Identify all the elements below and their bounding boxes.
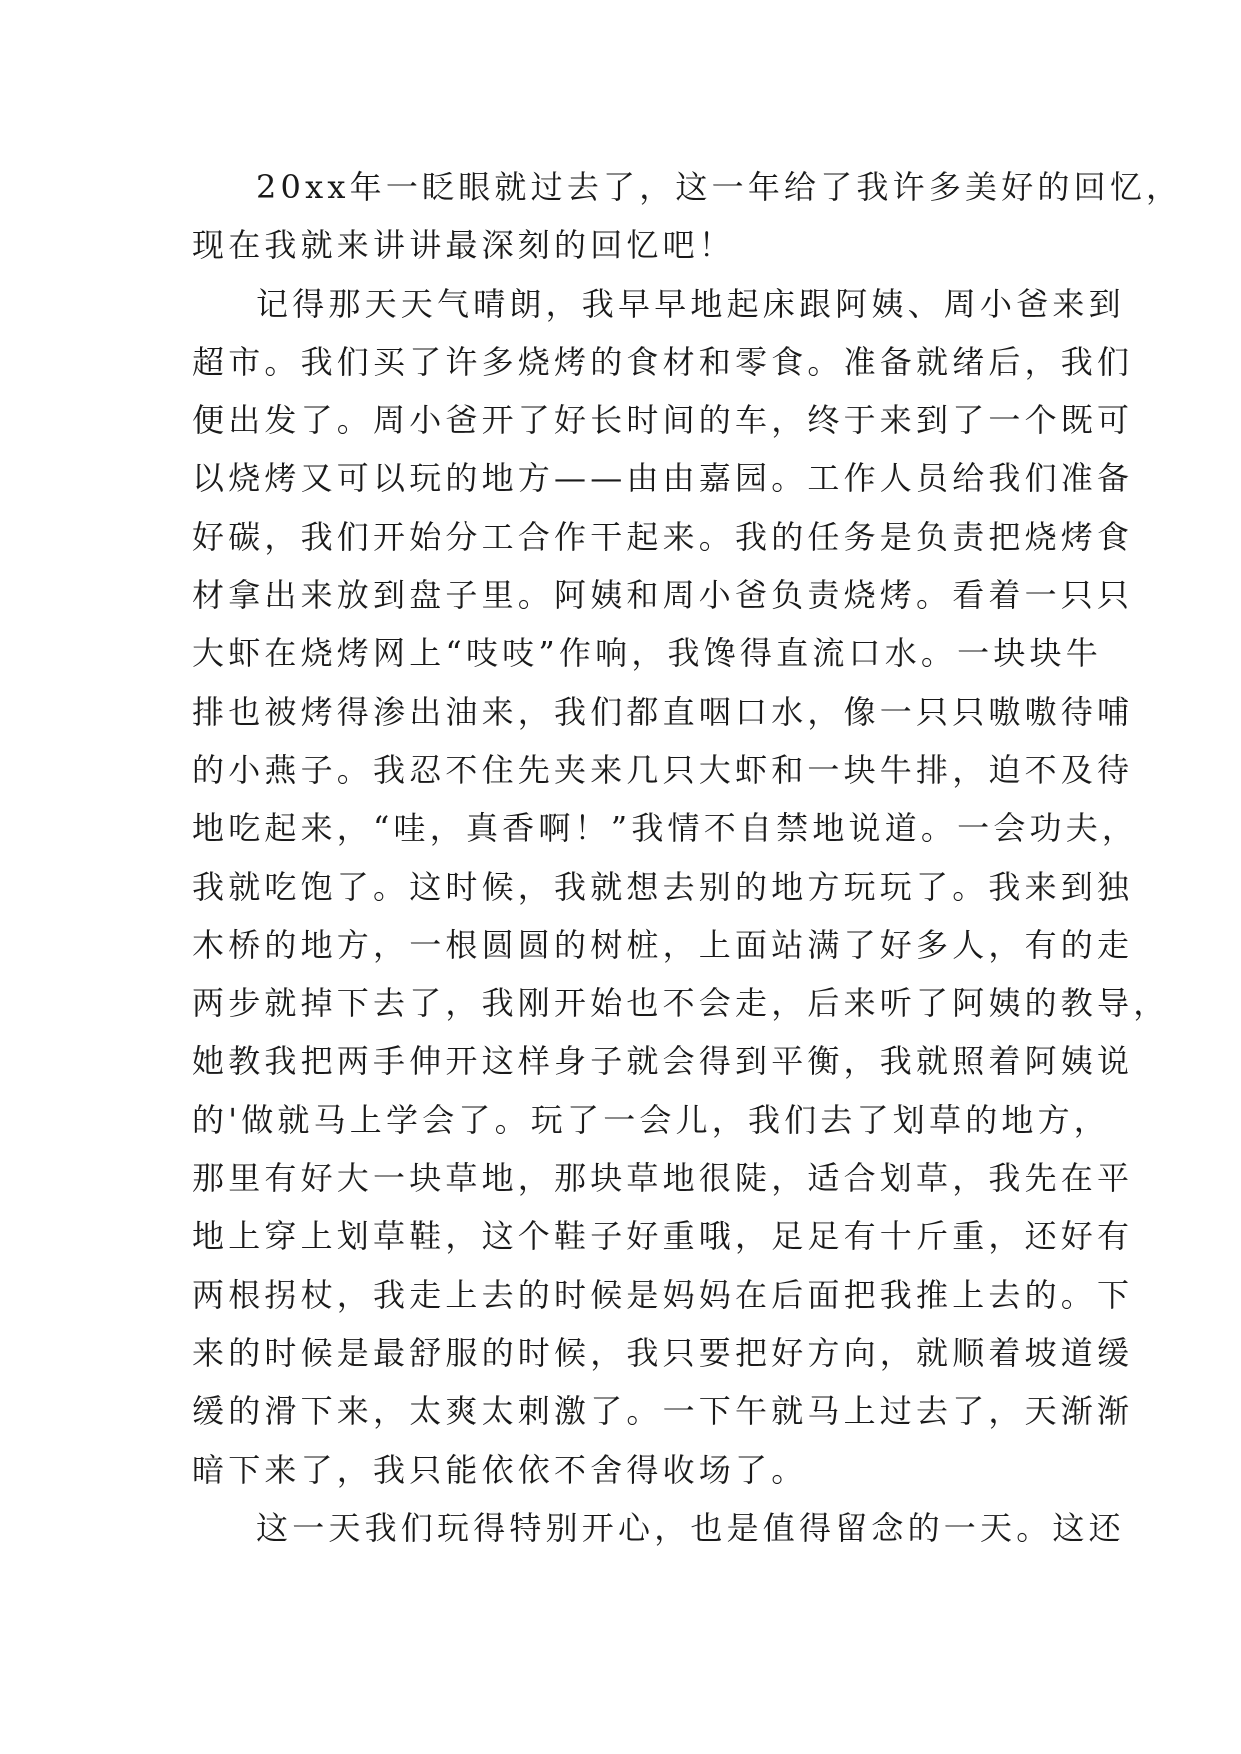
text-line: 20xx年一眨眼就过去了，这一年给了我许多美好的回忆， (256, 168, 1183, 206)
text-line: 好碳，我们开始分工合作干起来。我的任务是负责把烧烤食 (192, 517, 1134, 556)
text-line: 的小燕子。我忍不住先夹来几只大虾和一块牛排，迫不及待 (192, 750, 1134, 789)
text-line: 超市。我们买了许多烧烤的食材和零食。准备就绪后，我们 (192, 342, 1134, 381)
text-line: 木桥的地方，一根圆圆的树桩，上面站满了好多人，有的走 (192, 925, 1134, 964)
document-body (192, 158, 1183, 1557)
text-line: 我就吃饱了。这时候，我就想去别的地方玩玩了。我来到独 (192, 867, 1134, 906)
text-line: 现在我就来讲讲最深刻的回忆吧！ (192, 226, 736, 265)
text-line: 地上穿上划草鞋，这个鞋子好重哦，足足有十斤重，还好有 (192, 1217, 1134, 1256)
text-line: 两步就掉下去了，我刚开始也不会走，后来听了阿姨的教导， (192, 984, 1170, 1023)
paragraph-closing (192, 1499, 1125, 1557)
text-line: 那里有好大一块草地，那块草地很陡，适合划草，我先在平 (192, 1159, 1134, 1198)
text-line: 地吃起来，“哇，真香啊！”我情不自禁地说道。一会功夫， (192, 809, 1139, 848)
text-line: 记得那天天气晴朗，我早早地起床跟阿姨、周小爸来到 (256, 284, 1125, 323)
paragraph-intro (192, 158, 1183, 275)
paragraph-story (192, 275, 1170, 1499)
text-line: 便出发了。周小爸开了好长时间的车，终于来到了一个既可 (192, 401, 1134, 440)
text-line: 大虾在烧烤网上“吱吱”作响，我馋得直流口水。一块块牛 (192, 634, 1102, 673)
text-line: 来的时候是最舒服的时候，我只要把好方向，就顺着坡道缓 (192, 1333, 1134, 1372)
text-line: 两根拐杖，我走上去的时候是妈妈在后面把我推上去的。下 (192, 1275, 1134, 1314)
text-line: 暗下来了，我只能依依不舍得收场了。 (192, 1450, 808, 1489)
text-line: 缓的滑下来，太爽太刺激了。一下午就马上过去了，天渐渐 (192, 1392, 1134, 1431)
text-line: 她教我把两手伸开这样身子就会得到平衡，我就照着阿姨说 (192, 1042, 1134, 1081)
text-line: 材拿出来放到盘子里。阿姨和周小爸负责烧烤。看着一只只 (192, 576, 1134, 615)
text-line: 的'做就马上学会了。玩了一会儿，我们去了划草的地方， (192, 1100, 1110, 1139)
text-line: 排也被烤得渗出油来，我们都直咽口水，像一只只嗷嗷待哺 (192, 692, 1134, 731)
text-line: 这一天我们玩得特别开心，也是值得留念的一天。这还 (256, 1508, 1125, 1547)
text-line: 以烧烤又可以玩的地方——由由嘉园。工作人员给我们准备 (192, 459, 1134, 498)
